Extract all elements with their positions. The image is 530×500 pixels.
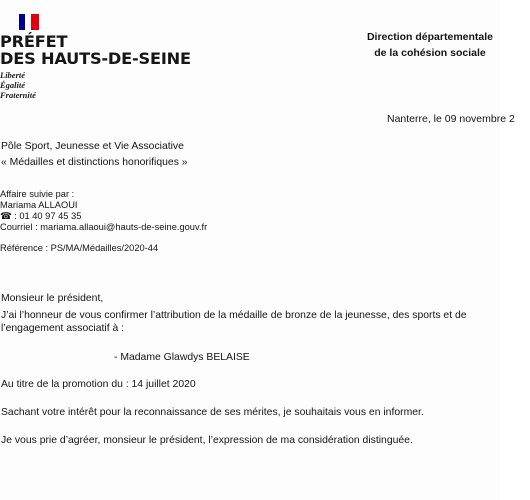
reference-line: Référence : PS/MA/Médailles/2020-44 <box>0 243 159 253</box>
direction-title-line1: Direction départementale <box>366 31 494 43</box>
pole-line: Pôle Sport, Jeunesse et Vie Associative <box>1 141 184 152</box>
motto-fraternite: Fraternité <box>0 90 36 100</box>
motto-egalite: Égalité <box>0 80 26 90</box>
prefet-title-line2: DES HAUTS-DE-SEINE <box>0 49 191 68</box>
flag-red-stripe <box>31 14 39 30</box>
salutation: Monsieur le président, <box>1 293 104 304</box>
marianne-flag-logo <box>19 14 39 30</box>
recipient-line: - Madame Glawdys BELAISE <box>114 352 250 363</box>
letter-date: Nanterre, le 09 novembre 2 <box>387 113 515 125</box>
followed-by-label: Affaire suivie par : <box>0 189 75 199</box>
direction-title-line2: de la cohésion sociale <box>374 47 486 59</box>
agent-phone: ☎ : 01 40 97 45 35 <box>0 211 82 221</box>
closing-line: Je vous prie d’agréer, monsieur le président, l’expression de ma considération distinguée. <box>1 435 413 446</box>
paragraph2: Sachant votre intérêt pour la reconnaissance de ses mérites, je souhaitais vous en informer. <box>1 407 424 418</box>
agent-name: Mariama ALLAOUI <box>0 200 78 210</box>
agent-email: Courriel : mariama.allaoui@hauts-de-seine.gouv.fr <box>0 222 208 232</box>
paragraph1-line2: l’engagement associatif à : <box>1 323 125 334</box>
subject-line: « Médailles et distinctions honorifiques » <box>1 157 188 168</box>
prefet-title-line1: PRÉFET <box>0 32 68 51</box>
promotion-line: Au titre de la promotion du : 14 juillet 2020 <box>1 379 196 390</box>
motto-liberte: Liberté <box>0 70 26 80</box>
paragraph1-line1: J’ai l’honneur de vous confirmer l’attribution de la médaille de bronze de la jeunesse, des sports et de <box>1 310 467 321</box>
